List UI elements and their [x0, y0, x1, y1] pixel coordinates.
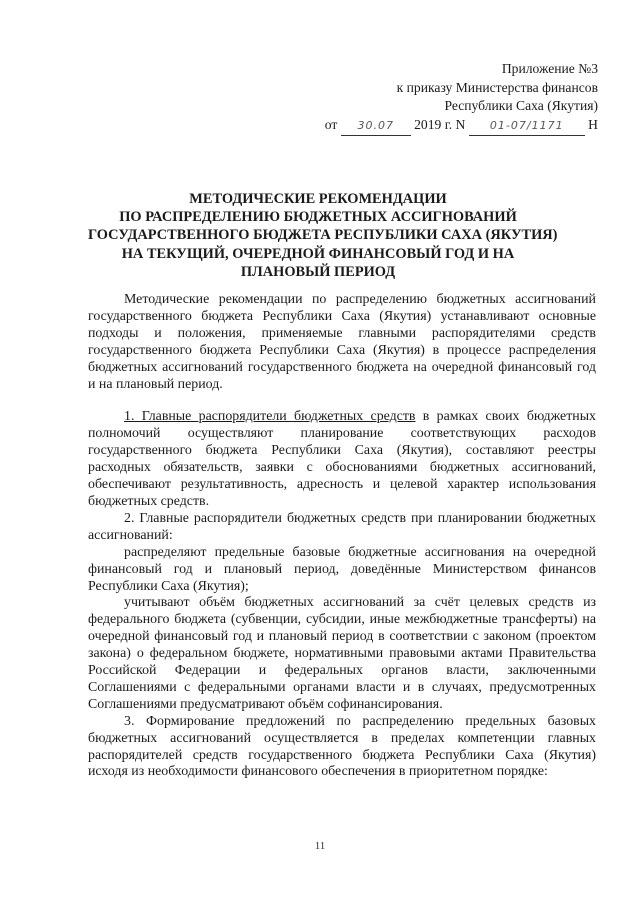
- page-number: 11: [314, 840, 326, 852]
- handwritten-date: 30.07: [341, 117, 411, 137]
- from-prefix: от: [324, 116, 338, 132]
- paragraph-gap: [88, 393, 596, 409]
- paragraph-2: 2. Главные распорядители бюджетных средств при планировании бюджетных ассигнований:: [88, 510, 596, 543]
- paragraph-3: 3. Формирование предложений по распределению предельных базовых бюджетных ассигнований осуществляется в пределах компетенции главных распорядителей средств государственного бюджета Республики Саха (Якутия) исходя из необходимости финансового обеспечения в приоритетном порядке:: [88, 713, 596, 780]
- paragraph-1: [88, 409, 596, 510]
- intro-paragraph: Методические рекомендации по распределению бюджетных ассигнований государственного бюджета Республики Саха (Якутия) устанавливают основные подходы и положения, применяемые главными распорядителями средств государственного бюджета Республики Саха (Якутия) в процессе распределения бюджетных ассигнований государственного бюджета на очередной финансовый год и на плановый период.: [88, 292, 596, 392]
- title-line-3: ГОСУДАРСТВЕННОГО БЮДЖЕТА РЕСПУБЛИКИ САХА (ЯКУТИЯ): [88, 227, 558, 244]
- title-line-1: МЕТОДИЧЕСКИЕ РЕКОМЕНДАЦИИ: [189, 191, 447, 207]
- order-reference: к приказу Министерства финансов: [396, 79, 598, 95]
- document-body: [88, 292, 596, 781]
- year-label: 2019 г. N: [414, 116, 466, 132]
- document-title: [88, 190, 558, 281]
- title-line-5: ПЛАНОВЫЙ ПЕРИОД: [240, 263, 396, 280]
- paragraph-1-heading: 1. Главные распорядители бюджетных средств: [124, 409, 416, 425]
- ministry-region: Республики Саха (Якутия): [444, 98, 598, 113]
- title-line-4: НА ТЕКУЩИЙ, ОЧЕРЕДНОЙ ФИНАНСОВЫЙ ГОД И НА: [121, 245, 515, 262]
- paragraph-2-item-b: учитывают объём бюджетных ассигнований за счёт целевых средств из федерального бюджета (субвенции, субсидии, иные межбюджетные трансферты) на очередной финансовый год и плановый период в соответствии с законом (проектом закона) о федеральном бюджете, нормативными правовыми актами Правительства Российской Федерации и федеральных органов власти, заключенными Соглашениями с федеральными органами власти и в случаях, предусмотренных Соглашениями предусматривают объём софинансирования.: [88, 595, 596, 712]
- order-date-number-line: [325, 116, 598, 137]
- appendix-header: [325, 60, 598, 136]
- title-line-2: ПО РАСПРЕДЕЛЕНИЮ БЮДЖЕТНЫХ АССИГНОВАНИЙ: [119, 209, 517, 226]
- paragraph-1-text: в рамках своих бюджетных полномочий осуществляют планирование соответствующих расходов государственного бюджета Республики Саха (Якутия), составляют реестры расходных обязательств, заявки с обоснованиями бюджетных ассигнований, обеспечивают результативность, адресность и целевой характер использования бюджетных средств.: [88, 409, 596, 509]
- handwritten-order-number: 01-07/1171: [469, 117, 585, 137]
- number-suffix: Н: [588, 116, 598, 132]
- paragraph-2-item-a: распределяют предельные базовые бюджетные ассигнования на очередной финансовый год и плановый период, доведённые Министерством финансов Республики Саха (Якутия);: [88, 544, 596, 594]
- appendix-label: Приложение №3: [501, 61, 598, 76]
